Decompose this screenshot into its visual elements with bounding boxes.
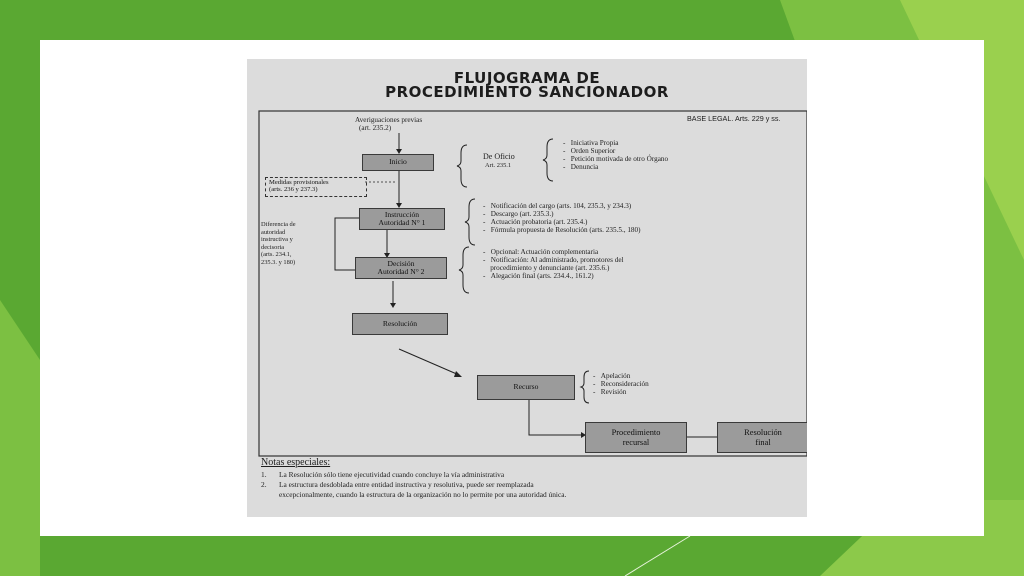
de-oficio-art: Art. 235.1 (485, 162, 512, 169)
nota-1-num: 1. (261, 470, 267, 479)
recurso-list (593, 372, 649, 396)
procedimiento-sub: recursal (622, 437, 650, 447)
instruccion-label: Instrucción (384, 209, 420, 219)
procedimiento-recursal-box (585, 422, 687, 453)
nota-2-text: La estructura desdoblada entre entidad instructiva y resolutiva, puede ser reemplazada (279, 480, 534, 489)
flowchart-photo (247, 59, 807, 517)
diferencia-line-2: autoridad (261, 228, 286, 236)
recurso-box: Recurso (477, 375, 575, 400)
inicio-box: Inicio (362, 154, 434, 171)
diferencia-line-5: (arts. 234.1, (261, 251, 292, 259)
base-legal: BASE LEGAL. Arts. 229 y ss. (687, 114, 781, 123)
decision-label: Decisión (387, 258, 415, 268)
diferencia-line-6: 235.3. y 180) (261, 258, 296, 266)
medidas-art: (arts. 236 y 237.3) (269, 186, 318, 194)
diferencia-line-1: Diferencia de (261, 221, 296, 228)
instruccion-box (359, 208, 445, 230)
instruccion-list (483, 202, 641, 234)
instruccion-item-3: - Actuación probatoria (art. 235.4.) (483, 218, 588, 226)
de-oficio-label: De Oficio (483, 152, 515, 161)
instruccion-item-4: - Fórmula propuesta de Resolución (arts. 235.5., 180) (483, 226, 641, 234)
decision-item-4: - Alegación final (arts. 234.4., 161.2) (483, 272, 594, 280)
procedimiento-label: Procedimiento (611, 428, 661, 438)
oficio-item-1: - Iniciativa Propia (563, 139, 619, 147)
title-line-2: PROCEDIMIENTO SANCIONADOR (385, 83, 669, 101)
nota-2-text-cont: excepcionalmente, cuando la estructura de la organización no lo permite por una autoridad única. (279, 490, 567, 499)
nota-1-text: La Resolución sólo tiene ejecutividad cuando concluye la vía administrativa (279, 470, 505, 479)
decision-list (483, 248, 624, 280)
decision-item-2: - Notificación: Al administrado, promotores del (483, 256, 624, 264)
resolucion-final-sub: final (755, 437, 771, 447)
decision-item-3: procedimiento y denunciante (art. 235.6.) (490, 264, 610, 272)
decision-sub: Autoridad N° 2 (377, 267, 425, 276)
instruccion-sub: Autoridad N° 1 (378, 218, 426, 227)
oficio-item-3: - Petición motivada de otro Órgano (563, 155, 669, 163)
instruccion-item-2: - Descargo (art. 235.3.) (483, 210, 554, 218)
oficio-item-4: - Denuncia (563, 163, 599, 171)
medidas-provisionales-box (265, 177, 367, 197)
decision-box (355, 257, 447, 279)
decision-item-1: - Opcional: Actuación complementaria (483, 248, 599, 256)
medidas-label: Medidas provisionales (269, 179, 329, 186)
diferencia-line-3: instructiva y (261, 236, 293, 244)
nota-2-num: 2. (261, 480, 267, 489)
instruccion-item-1: - Notificación del cargo (arts. 104, 235.3, y 234.3) (483, 202, 632, 210)
resolucion-final-box (717, 422, 807, 453)
averiguaciones-label: Averiguaciones previas (355, 116, 423, 124)
oficio-item-2: - Orden Superior (563, 147, 616, 155)
recurso-item-2: - Reconsideración (593, 380, 649, 388)
oficio-list (563, 139, 668, 171)
diferencia-line-4: decisoria (261, 243, 285, 251)
recurso-item-1: - Apelación (593, 372, 631, 380)
notas-title: Notas especiales: (261, 457, 331, 468)
resolucion-final-label: Resolución (744, 428, 782, 438)
title-line-1: FLUJOGRAMA DE (453, 69, 601, 87)
recurso-item-3: - Revisión (593, 388, 627, 396)
diferencia-note (261, 221, 296, 267)
averiguaciones-art: (art. 235.2) (359, 124, 392, 132)
resolucion-box: Resolución (352, 313, 448, 335)
